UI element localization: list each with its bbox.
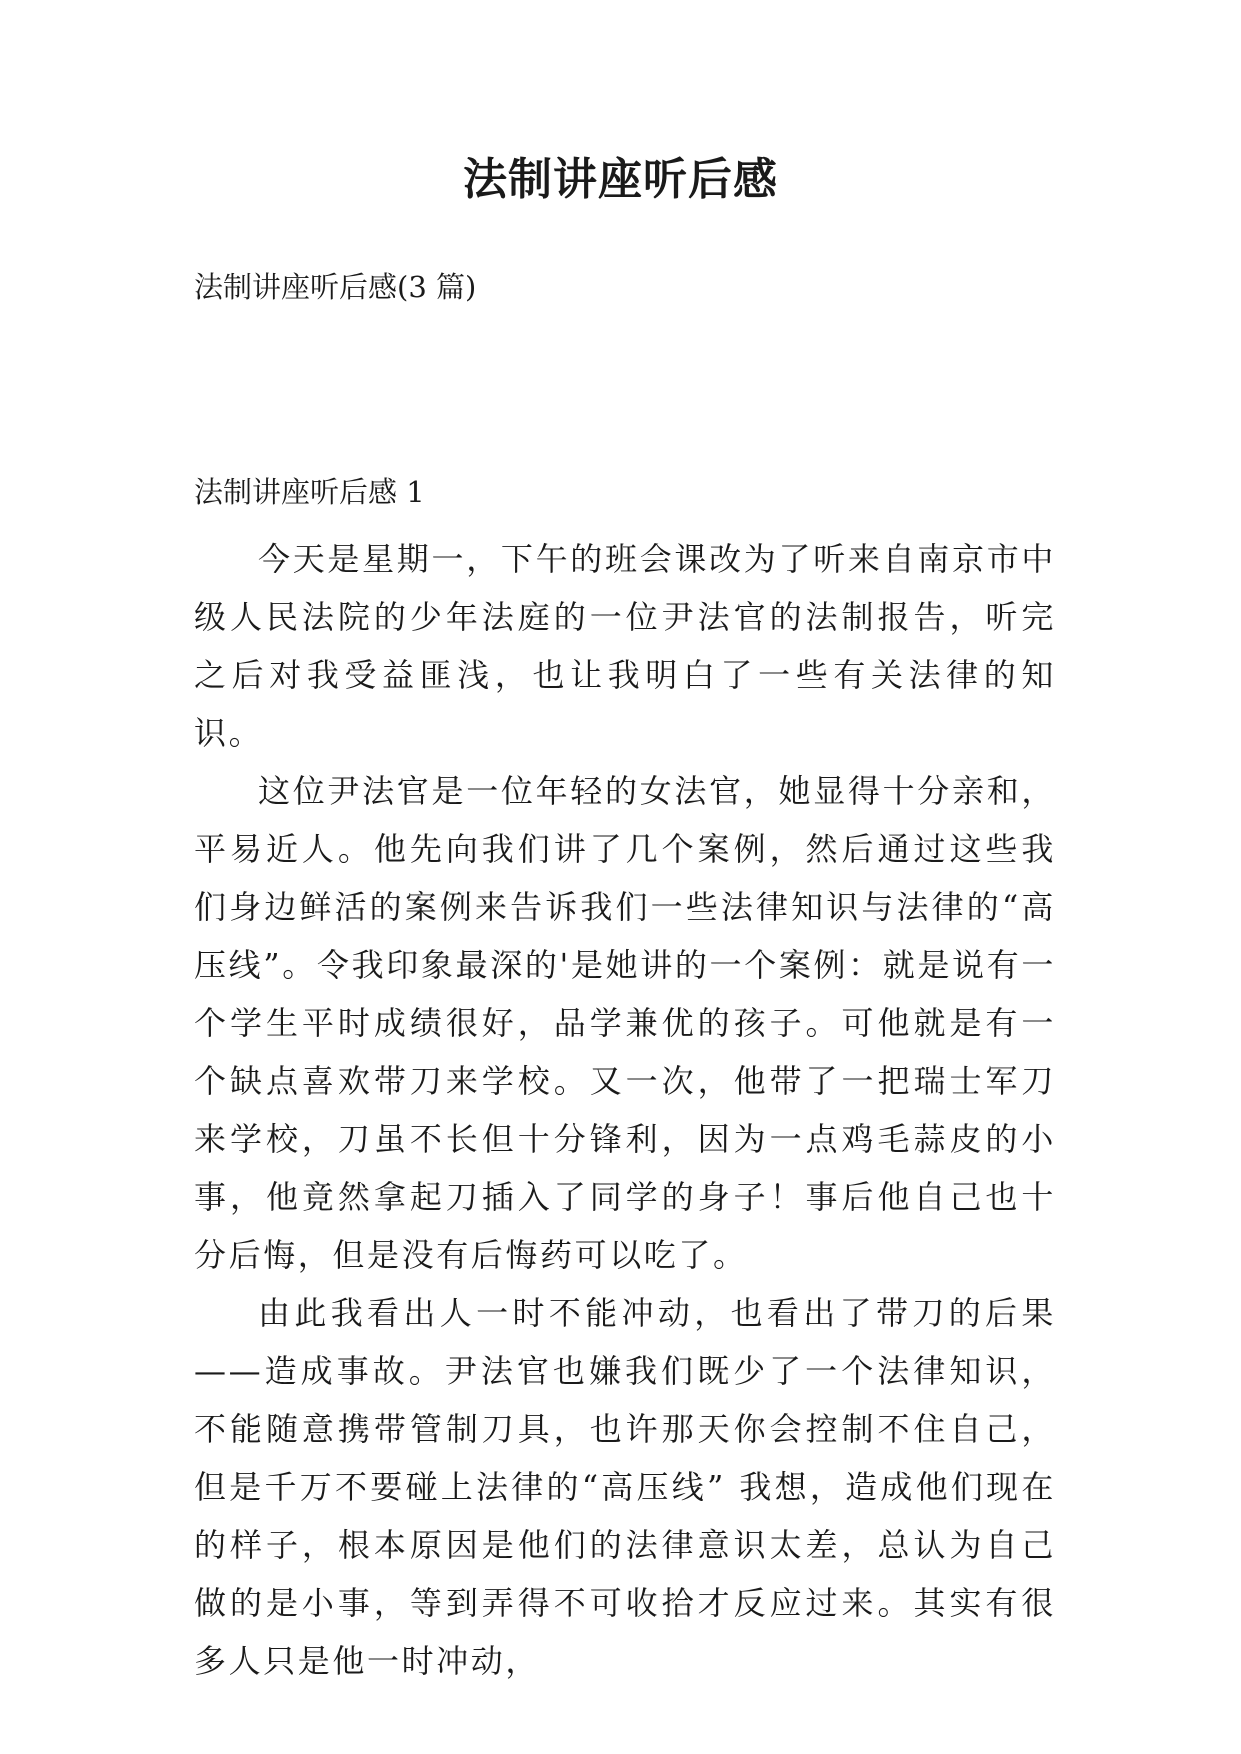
paragraph-2: 这位尹法官是一位年轻的女法官，她显得十分亲和，平易近人。他先向我们讲了几个案例，然后通过这些我们身边鲜活的案例来告诉我们一些法律知识与法律的“高压线”。令我印象最深的'是她讲的一个案例：就是说有一个学生平时成绩很好，品学兼优的孩子。可他就是有一个缺点喜欢带刀来学校。又一次，他带了一把瑞士军刀来学校，刀虽不长但十分锋利，因为一点鸡毛蒜皮的小事，他竟然拿起刀插入了同学的身子！事后他自己也十分后悔，但是没有后悔药可以吃了。 [194,772,1056,1274]
document-title: 法制讲座听后感 [463,154,778,205]
paragraph-3: 由此我看出人一时不能冲动，也看出了带刀的后果——造成事故。尹法官也嫌我们既少了一个法律知识，不能随意携带管制刀具，也许那天你会控制不住自己，但是千万不要碰上法律的“高压线” 我想，造成他们现在的样子，根本原因是他们的法律意识太差，总认为自己做的是小事，等到弄得不可收拾才反应过来。其实有很多人只是他一时冲动， [194,1294,1056,1680]
section-heading: 法制讲座听后感 1 [194,475,425,509]
document-body [194,530,1056,1690]
document-subtitle: 法制讲座听后感(3 篇) [194,270,477,304]
paragraph-1: 今天是星期一，下午的班会课改为了听来自南京市中级人民法院的少年法庭的一位尹法官的法制报告，听完之后对我受益匪浅，也让我明白了一些有关法律的知识。 [194,540,1056,752]
